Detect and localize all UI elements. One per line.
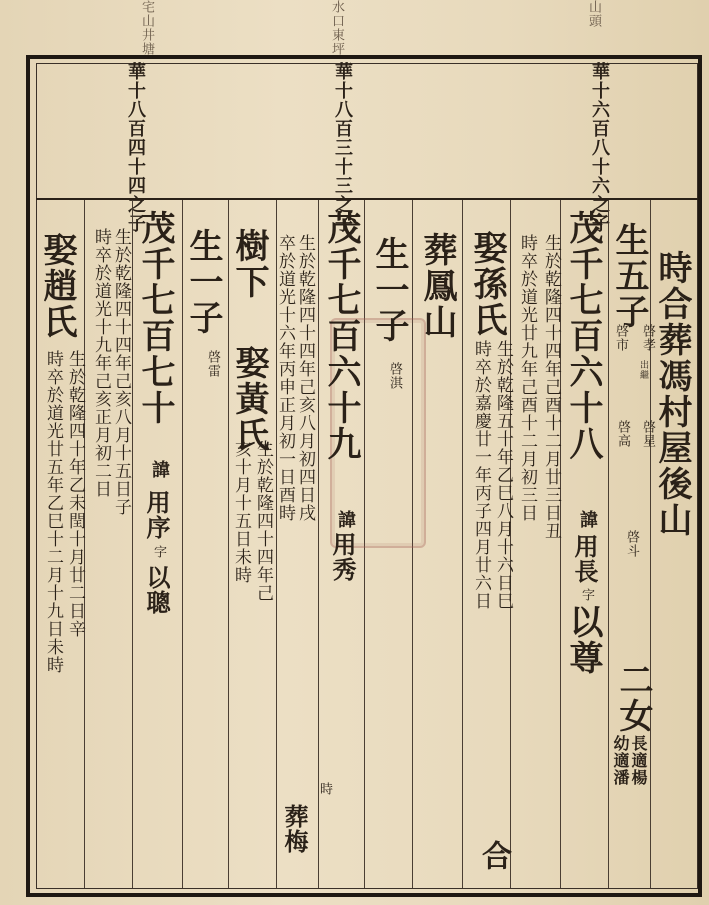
person-3-wife-death: 時卒於道光廿五年乙巳十二月十九日未時 (43, 350, 63, 674)
person-3-style: 以聰 (142, 565, 171, 615)
son-2-note: 出繼 (638, 360, 648, 380)
daughter-1: 長適楊 (629, 735, 648, 786)
burial-note: 時合葬馮村屋後山 (652, 250, 692, 538)
top-entry-2: 華十八百三十三之子 (332, 62, 353, 233)
person-3-taboo: 諱 (149, 460, 170, 479)
person-2-birth: 生於乾隆四十四年己亥八月初四日戌 (295, 234, 315, 522)
person-3-wife-birth: 生於乾隆四十年乙未閏十月廿二日辛 (65, 350, 85, 638)
person-1-child: 生一子 (369, 236, 409, 344)
person-3-death: 時卒於道光十九年己亥正月初二日 (91, 228, 111, 498)
person-1-child-name: 啓淇 (387, 362, 402, 390)
son-3: 啓星 (640, 420, 655, 448)
top-entry-3: 華十八百四十四之子 (125, 62, 146, 233)
top-small-3: 宅山井塘 (139, 0, 154, 56)
person-3-given: 用序 (142, 490, 171, 540)
person-2-shi: 時 (317, 782, 332, 796)
person-2-given: 用秀 (328, 532, 357, 582)
person-1-name: 茂千七百六十八 (563, 210, 603, 462)
person-2-death: 卒於道光十六年丙申正月初一日酉時 (275, 234, 295, 522)
person-2-child-name: 啓雷 (205, 350, 220, 378)
col-rule (132, 200, 133, 888)
person-2-wife-death: 亥十月十五日未時 (231, 440, 251, 584)
son-1: 啓孝 (640, 324, 655, 352)
person-1-wife-birth: 生於乾隆五十年乙巳八月十六日巳 (493, 340, 513, 610)
top-small-1: 山頭 (586, 0, 601, 28)
children-count: 生五子 (609, 222, 649, 330)
col-rule (650, 200, 651, 888)
person-1-taboo: 諱 (577, 510, 598, 529)
person-2-taboo: 諱 (335, 510, 356, 529)
daughters-label: 二女 (613, 662, 653, 734)
person-1-wife-death: 時卒於嘉慶廿一年丙子四月廿六日 (471, 340, 491, 610)
section-divider (36, 198, 698, 200)
person-2-child: 生一子 (183, 228, 223, 336)
person-2-burial: 葬梅 (280, 804, 309, 854)
person-1-zi: 字 (579, 588, 594, 602)
person-1-he: 合 (476, 840, 511, 872)
person-3-birth: 生於乾隆四十四年己亥八月十五日子 (111, 228, 131, 516)
person-2-tree: 樹下 (229, 228, 269, 300)
person-1-grave: 葬鳳山 (417, 232, 457, 340)
person-1-wife: 娶孫氏 (467, 230, 507, 338)
person-1-style: 以尊 (563, 604, 603, 676)
top-entry-1: 華十六百八十六之子 (589, 62, 610, 233)
son-5: 啓斗 (624, 530, 639, 558)
person-1-birth: 生於乾隆四十四年己酉十二月廿三日丑 (541, 234, 561, 540)
son-2: 啓市 (613, 324, 628, 352)
person-2-wife-birth: 生於乾隆四十四年己 (253, 440, 273, 602)
col-rule (462, 200, 463, 888)
person-2-wife: 娶黃氏 (229, 345, 269, 453)
daughter-2: 幼適潘 (611, 735, 630, 786)
person-1-given: 用長 (570, 534, 599, 584)
top-small-2: 水口東坪 (329, 0, 344, 56)
person-2-name: 茂千七百六十九 (321, 210, 361, 462)
person-3-name: 茂千七百七十 (135, 210, 175, 426)
person-1-death: 時卒於道光廿九年己酉十二月初三日 (517, 234, 537, 522)
person-3-zi: 字 (151, 545, 166, 559)
person-3-wife: 娶趙氏 (37, 232, 77, 340)
son-4: 啓高 (615, 420, 630, 448)
col-rule (228, 200, 229, 888)
